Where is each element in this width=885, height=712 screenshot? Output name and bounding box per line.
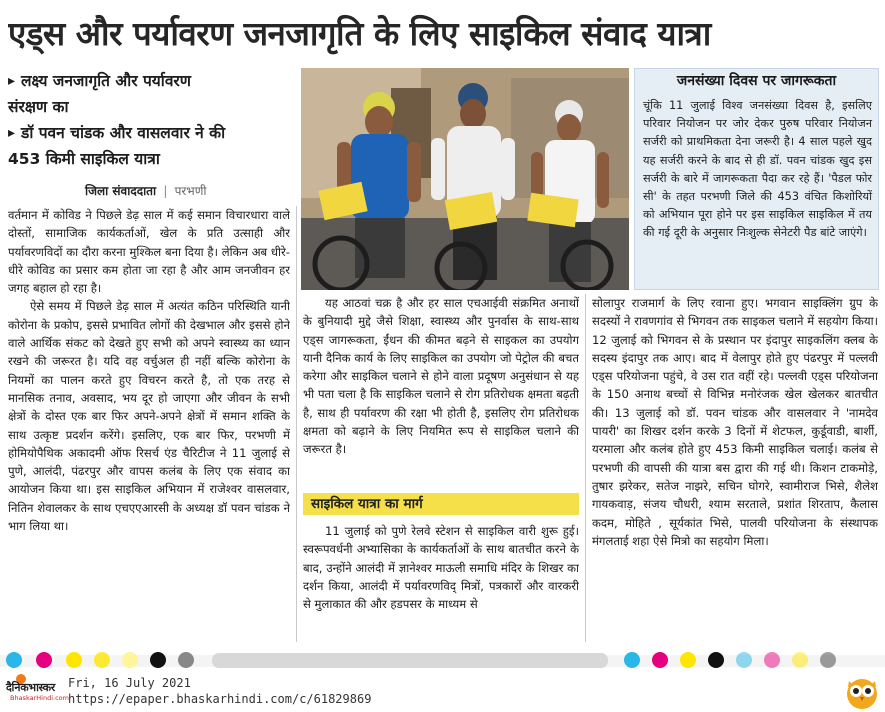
kicker-line [8,146,298,172]
byline-separator: | [163,184,168,198]
byline-reporter: जिला संवाददाता [85,184,157,198]
edition-url[interactable]: https://epaper.bhaskarhindi.com/c/61829869 [68,692,372,706]
kicker-line [8,68,298,94]
kicker-text: संरक्षण का [8,98,69,116]
info-box-body: चूंकि 11 जुलाई विश्व जनसंख्या दिवस है, इसलिए परिवार नियोजन पर जोर देकर पुरुष परिवार नियोजन सर्जरी को प्राथमिकता देना जरूरी है। 4 साल पहले खुद यह सर्जरी करने के बाद से ही डॉ. पवन चांडक खुद इस सर्जरी के बारे में जागरूकता पैदा कर रहे हैं। 'पैडल फोर सी' के तहत परभणी जिले की 453 वंचित किशोरियों को अभियान पूरा होने पर इस साइकिल साइकिल में तय की गई दूरी के अनुसार निःशुल्क सेनेटरी पैड बांटे जाएंगे। [643,99,872,240]
kicker-text: लक्ष्य जनजागृति और पर्यावरण [21,72,191,90]
article-column-2 [303,294,579,489]
byline-city: परभणी [174,184,207,198]
kicker-text: डॉ पवन चांडक और वासलवार ने की [21,124,226,142]
article-paragraph: 11 जुलाई को पुणे रेलवे स्टेशन से साइकिल वारी शुरू हुई। स्वरूपवर्धनी अभ्यासिका के कार्यकर्ताओं के साथ बातचीत करने के बाद, उन्होंने आलंदी में ज्ञानेश्वर माऊली समाधि मंदिर के शिखर का दर्शन किया, आलंदी में पर्यावरणविद् मित्रों, पत्रकारों और वारकरी से मुलाकात की और हडपसर के माध्यम से [303,524,579,612]
brand-site: BhaskarHindi.com [10,694,69,702]
headline: एड्स और पर्यावरण जनजागृति के लिए साइकिल संवाद यात्रा [8,14,711,53]
article-column-1 [8,206,290,642]
page-footer [0,673,885,712]
bullet-icon: ▸ [8,125,16,141]
registration-marks [0,649,885,671]
edition-date: Fri, 16 July 2021 [68,676,191,690]
bhaskar-logo [6,680,69,708]
kicker [8,68,298,172]
byline [85,182,207,199]
cyclists-photo [301,68,629,290]
kicker-text: 453 किमी साइकिल यात्रा [8,150,160,168]
column-divider [585,294,586,642]
bullet-icon: ▸ [8,73,16,89]
edition-meta [68,675,371,707]
article-paragraph: वर्तमान में कोविड ने पिछले डेढ़ साल में कई समान विचारधारा वाले दोस्तों, सामाजिक कार्यकर्ताओं, खेल के प्रति उत्साही और पर्यावरणविदों का दौरा करना मुश्किल बना दिया है। लेकिन अब धीरे-धीरे कोविड का प्रसार कम होता जा रहा है और आम जनजीवन हर जगह बहाल हो रहा है। [8,208,290,296]
kicker-line [8,94,298,120]
column-divider [296,206,297,642]
article-paragraph: सोलापुर राजमार्ग के लिए रवाना हुए। भगवान साइक्लिंग ग्रुप के सदस्यों ने रावणगांव से भिगवन तक साइकल चलाने में सहयोग किया। 12 जुलाई को भिगवन से के प्रस्थान पर इंदापुर साइकलिंग क्लब के सदस्य इंदापुर तक आए। बाद में वेलापुर होते हुए पंढरपुर में पल्लवी एड्स परियोजना पहुंचे, वे उस रात वहीं रहे। पल्लवी एड्स परियोजना के 150 अनाथ बच्चों से विभिन्न मनोरंजक खेल खेलकर बातचीत की। 13 जुलाई को डॉ. पवन चांडक और वासलवार ने 'नामदेव पायरी' का शिखर दर्शन करके 3 दिनों में शेटफल, कुर्डूवाडी, बार्शी, यरमाला और कलंब होते हुए 453 किमी साइकिल चलाई। कलंब से परभणी की वापसी की यात्रा बस द्वारा की गई थी। किशन टाकमोड़े, तुषार झरेकर, सतेज नाझरे, सचिन घोगरे, स्वामीराज भिसे, शैलेश गायकवाड़, संजय चौधरी, श्याम सरताले, प्रशांत शिरताप, कैलास कदम, मोहिते , सूर्यकांत भिसे, पालवी परियोजना के संस्थापक मंगलताई शहा ऐसे मित्रो का सहयोग मिला। [592,296,878,548]
article-paragraph: ऐसे समय में पिछले डेढ़ साल में अत्यंत कठिन परिस्थिति यानी कोरोना के प्रकोप, इससे प्रभावित लोगों की देखभाल और इससे होने वाले आर्थिक संकट को देखते हुए सभी को अपने स्वास्थ्य का ध्यान रखने की जरूरत है। यदि वह वर्चुअल ही नहीं बल्कि कोरोना के नियमों का पालन करते हुए विचरन करते है, तो एक तरह से मानसिक तनाव, अवसाद, भय दूर हो जाएगा और जीवन के सभी क्षेत्रों के दोस्त एक बार फिर अपने-अपने क्षेत्रों में समान शक्ति के साथ उत्कृष्ट प्रदर्शन करेंगे। इसलिए, एक बार फिर, परभणी में होमियोपैथिक अकादमी ऑफ रिसर्च एंड चैरिटीज ने 11 जुलाई से पुणे, आलंदी, पंढरपुर और वापस कलंब के लिए एक संवाद का आयोजन किया था। इस साइकिल अभियान में राजेश्वर वासलवार, नितिन शेवालकर के साथ एचएएआरसी के अध्यक्ष डॉ पवन चांडक ने भाग लिया था। [8,299,290,534]
section-subhead: साइकिल यात्रा का मार्ग [303,493,579,515]
photo-illustration [301,68,629,290]
color-registration-strip [0,649,885,671]
article-column-2-continued [303,522,579,642]
brand-name: दैनिकभास्कर [6,681,55,694]
info-box-title: जनसंख्या दिवस पर जागरूकता [676,73,837,89]
info-box [634,68,879,290]
article-paragraph: यह आठवां चक्र है और हर साल एचआईवी संक्रमित अनाथों के बुनियादी मुद्दे जैसे शिक्षा, स्वास्थ्य और पुनर्वास के साथ-साथ एड्स जागरूकता, ईंधन की कीमत बढ़ने से साइकल का उपयोग यानी दैनिक कार्य के लिए साइकिल का उपयोग जो पेट्रोल की बचत करेगा और साइकिल चलाने से होने वाला प्रदूषण अनुसंधान से यह भी पता चला है कि साइकिल चलाने से रोग प्रतिरोधक क्षमता बढ़ती है, साथ ही पर्यावरण की रक्षा भी होती है, इसलिए रोग प्रतिरोधक क्षमता को बढ़ाने के लिए नियमित रूप से साइकिल चलाने की जरूरत है। [303,296,579,457]
owl-mascot-icon [845,674,879,710]
article-column-3 [592,294,878,642]
kicker-line [8,120,298,146]
